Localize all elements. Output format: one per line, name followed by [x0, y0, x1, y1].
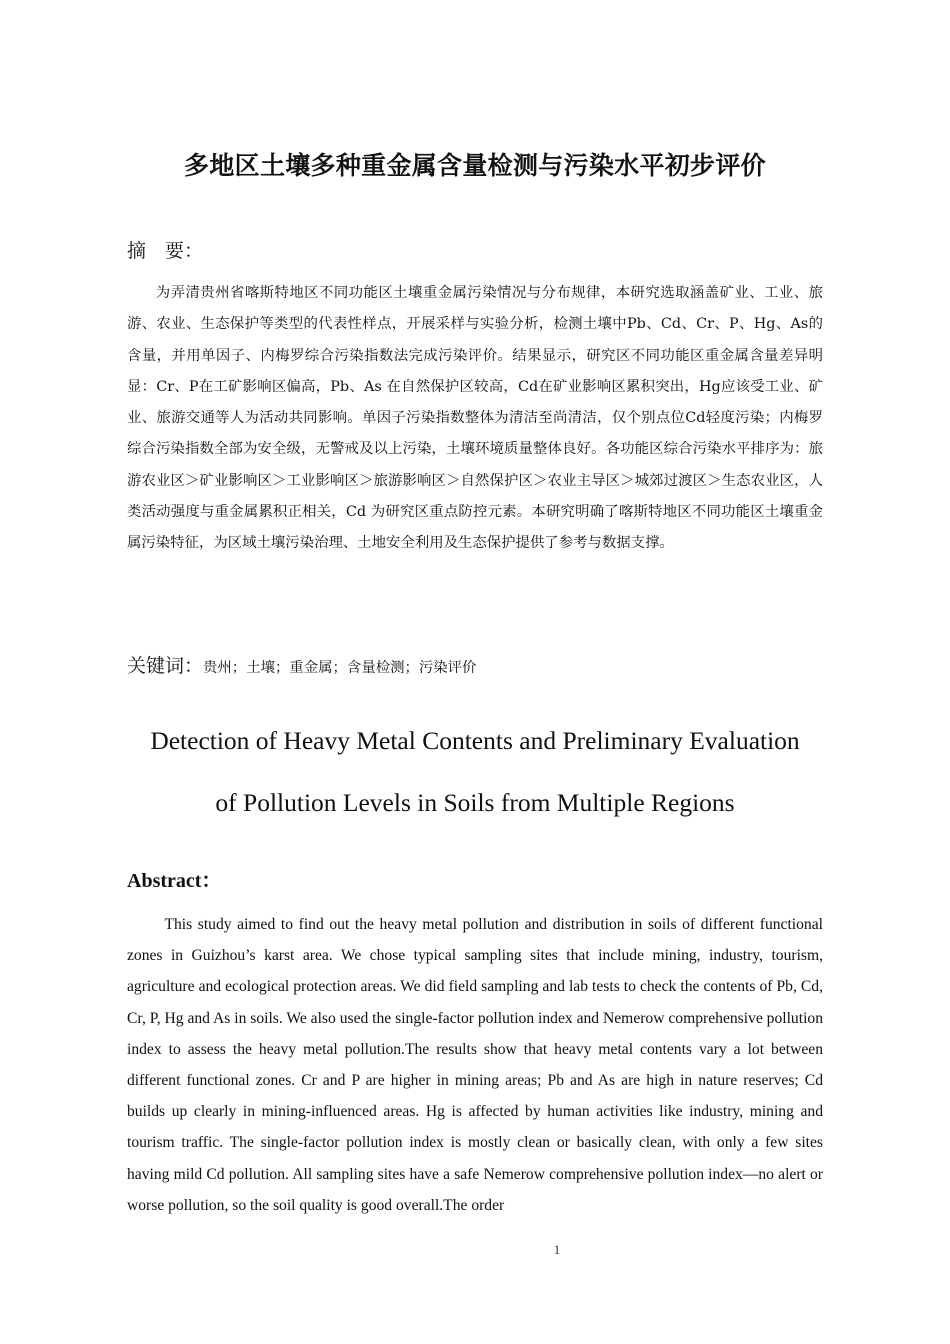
page-number: 1	[553, 1242, 561, 1257]
english-abstract-body: This study aimed to find out the heavy metal pollution and distribution in soils of different functional zones in Guizhou’s karst area. We chose typical sampling sites that include mining, industry, tourism, agriculture and ecological protection areas. We did field sampling and lab tests to check the contents of Pb, Cd, Cr, P, Hg and As in soils. We also used the single-factor pollution index and Nemerow comprehensive pollution index to assess the heavy metal pollution.The results show that heavy metal contents vary a lot between different functional zones. Cr and P are higher in mining areas; Pb and As are high in nature reserves; Cd builds up clearly in mining-influenced areas. Hg is affected by human activities like industry, mining and tourism traffic. The single-factor pollution index is mostly clean or basically clean, with only a few sites having mild Cd pollution. All sampling sites have a safe Nemerow comprehensive pollution index—no alert or worse pollution, so the soil quality is good overall.The order	[127, 916, 823, 1214]
chinese-keywords-label: 关键词：	[127, 655, 204, 677]
english-title-line-2: of Pollution Levels in Soils from Multiple Regions	[215, 788, 735, 817]
chinese-title: 多地区土壤多种重金属含量检测与污染水平初步评价	[184, 151, 766, 180]
chinese-keywords-text: 贵州；土壤；重金属；含量检测；污染评价	[203, 660, 477, 676]
english-title-line-1: Detection of Heavy Metal Contents and Preliminary Evaluation	[150, 726, 800, 755]
chinese-abstract-body: 为弄清贵州省喀斯特地区不同功能区土壤重金属污染情况与分布规律，本研究选取涵盖矿业、工业、旅游、农业、生态保护等类型的代表性样点，开展采样与实验分析，检测土壤中Pb、Cd、Cr、P、Hg、As的含量，并用单因子、内梅罗综合污染指数法完成污染评价。结果显示，研究区不同功能区重金属含量差异明显：Cr、P在工矿影响区偏高，Pb、As 在自然保护区较高，Cd在矿业影响区累积突出，Hg应该受工业、矿业、旅游交通等人为活动共同影响。单因子污染指数整体为清洁至尚清洁，仅个别点位Cd轻度污染；内梅罗综合污染指数全部为安全级，无警戒及以上污染，土壤环境质量整体良好。各功能区综合污染水平排序为：旅游农业区＞矿业影响区＞工业影响区＞旅游影响区＞自然保护区＞农业主导区＞城郊过渡区＞生态农业区，人类活动强度与重金属累积正相关，Cd 为研究区重点防控元素。本研究明确了喀斯特地区不同功能区土壤重金属污染特征，为区域土壤污染治理、土地安全利用及生态保护提供了参考与数据支撑。	[127, 285, 823, 552]
chinese-keywords	[127, 651, 476, 683]
english-abstract-heading: Abstract：	[127, 870, 222, 892]
chinese-abstract-heading: 摘 要：	[127, 240, 204, 262]
english-title	[127, 710, 823, 834]
